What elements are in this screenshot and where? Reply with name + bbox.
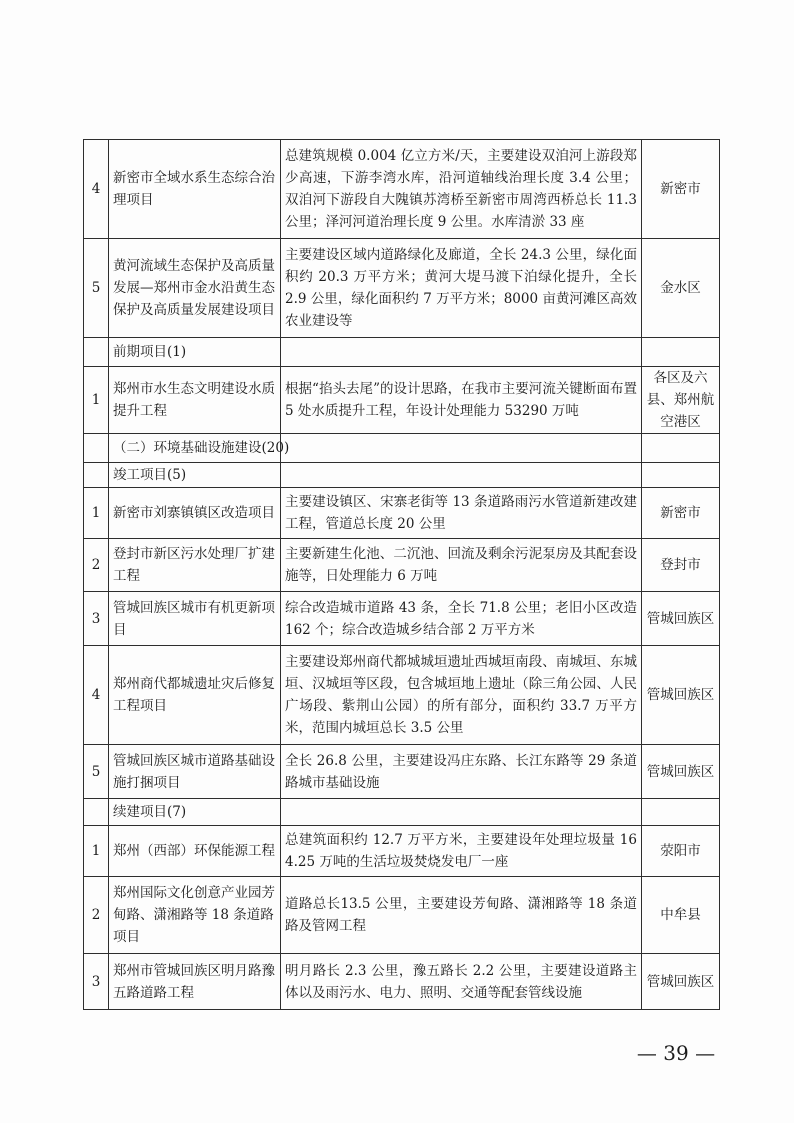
table-row (84, 592, 720, 646)
section-row-environment-infrastructure (84, 434, 720, 463)
section-label: 续建项目(7) (109, 799, 281, 826)
project-name: 郑州市管城回族区明月路豫五路道路工程 (109, 954, 281, 1010)
item-number: 3 (84, 954, 109, 1010)
table-row (84, 954, 720, 1010)
project-location: 金水区 (642, 239, 720, 338)
table-row (84, 140, 720, 239)
item-number: 3 (84, 592, 109, 646)
section-label: 前期项目(1) (109, 338, 281, 367)
project-name: 郑州市水生态文明建设水质提升工程 (109, 367, 281, 434)
table-row (84, 646, 720, 745)
project-content: 综合改造城市道路 43 条，全长 71.8 公里；老旧小区改造 162 个；综合改造城乡结合部 2 万平方米 (281, 592, 642, 646)
table-row (84, 745, 720, 799)
table-row (84, 877, 720, 954)
empty-cell (84, 463, 109, 488)
project-name: 管城回族区城市有机更新项目 (109, 592, 281, 646)
table-row (84, 826, 720, 877)
empty-cell (281, 463, 642, 488)
project-location: 新密市 (642, 140, 720, 239)
project-location: 登封市 (642, 539, 720, 592)
project-location: 各区及六县、郑州航空港区 (642, 367, 720, 434)
project-content: 主要建设区域内道路绿化及廊道，全长 24.3 公里，绿化面积约 20.3 万平方米；黄河大堤马渡下泊绿化提升，全长 2.9 公里，绿化面积约 7 万平方米；8000 亩黄河滩区高效农业建设等 (281, 239, 642, 338)
empty-cell (84, 434, 109, 463)
empty-cell (642, 434, 720, 463)
project-content: 根据“掐头去尾”的设计思路，在我市主要河流关键断面布置 5 处水质提升工程，年设计处理能力 53290 万吨 (281, 367, 642, 434)
empty-cell (642, 338, 720, 367)
project-content: 总建筑规模 0.004 亿立方米/天，主要建设双洎河上游段郑少高速，下游李湾水库，沿河道轴线治理长度 3.4 公里；双洎河下游段自大隗镇苏湾桥至新密市周湾西桥总长 11.3 公里；泽河河道治理长度 9 公里。水库清淤 33 座 (281, 140, 642, 239)
item-number: 2 (84, 877, 109, 954)
table-row (84, 367, 720, 434)
item-number: 1 (84, 488, 109, 539)
section-label: （二）环境基础设施建设(20) (109, 434, 281, 463)
project-name: 郑州国际文化创意产业园芳甸路、潇湘路等 18 条道路项目 (109, 877, 281, 954)
empty-cell (642, 463, 720, 488)
project-location: 管城回族区 (642, 592, 720, 646)
project-name: 郑州商代都城遗址灾后修复工程项目 (109, 646, 281, 745)
project-content: 总建筑面积约 12.7 万平方米，主要建设年处理垃圾量 164.25 万吨的生活垃圾焚烧发电厂一座 (281, 826, 642, 877)
table-row (84, 239, 720, 338)
section-row-completed-projects (84, 463, 720, 488)
project-content: 主要新建生化池、二沉池、回流及剩余污泥泵房及其配套设施等，日处理能力 6 万吨 (281, 539, 642, 592)
table-row (84, 539, 720, 592)
empty-cell (84, 338, 109, 367)
item-number: 5 (84, 239, 109, 338)
project-content: 道路总长13.5 公里，主要建设芳甸路、潇湘路等 18 条道路及管网工程 (281, 877, 642, 954)
project-location: 新密市 (642, 488, 720, 539)
item-number: 5 (84, 745, 109, 799)
project-location: 荥阳市 (642, 826, 720, 877)
table-row (84, 488, 720, 539)
empty-cell (281, 338, 642, 367)
section-row-preliminary-projects (84, 338, 720, 367)
section-label: 竣工项目(5) (109, 463, 281, 488)
project-content: 全长 26.8 公里，主要建设冯庄东路、长江东路等 29 条道路城市基础设施 (281, 745, 642, 799)
project-name: 管城回族区城市道路基础设施打捆项目 (109, 745, 281, 799)
project-name: 登封市新区污水处理厂扩建工程 (109, 539, 281, 592)
project-name: 新密市刘寨镇镇区改造项目 (109, 488, 281, 539)
item-number: 1 (84, 367, 109, 434)
project-location: 管城回族区 (642, 745, 720, 799)
project-name: 郑州（西部）环保能源工程 (109, 826, 281, 877)
item-number: 4 (84, 646, 109, 745)
section-row-continued-projects (84, 799, 720, 826)
project-content: 主要建设郑州商代都城城垣遗址西城垣南段、南城垣、东城垣、汉城垣等区段，包含城垣地上遗址（除三角公园、人民广场段、紫荆山公园）的所有部分，面积约 33.7 万平方米，范围内城垣总长 3.5 公里 (281, 646, 642, 745)
project-name: 黄河流域生态保护及高质量发展—郑州市金水沿黄生态保护及高质量发展建设项目 (109, 239, 281, 338)
empty-cell (281, 799, 642, 826)
project-location: 中牟县 (642, 877, 720, 954)
project-table (83, 139, 720, 1010)
item-number: 4 (84, 140, 109, 239)
empty-cell (281, 434, 642, 463)
empty-cell (84, 799, 109, 826)
item-number: 2 (84, 539, 109, 592)
project-name: 新密市全域水系生态综合治理项目 (109, 140, 281, 239)
item-number: 1 (84, 826, 109, 877)
project-content: 主要建设镇区、宋寨老街等 13 条道路雨污水管道新建改建工程，管道总长度 20 公里 (281, 488, 642, 539)
empty-cell (642, 799, 720, 826)
project-location: 管城回族区 (642, 954, 720, 1010)
project-content: 明月路长 2.3 公里，豫五路长 2.2 公里，主要建设道路主体以及雨污水、电力、照明、交通等配套管线设施 (281, 954, 642, 1010)
project-location: 管城回族区 (642, 646, 720, 745)
page-number: — 39 — (636, 1041, 716, 1065)
